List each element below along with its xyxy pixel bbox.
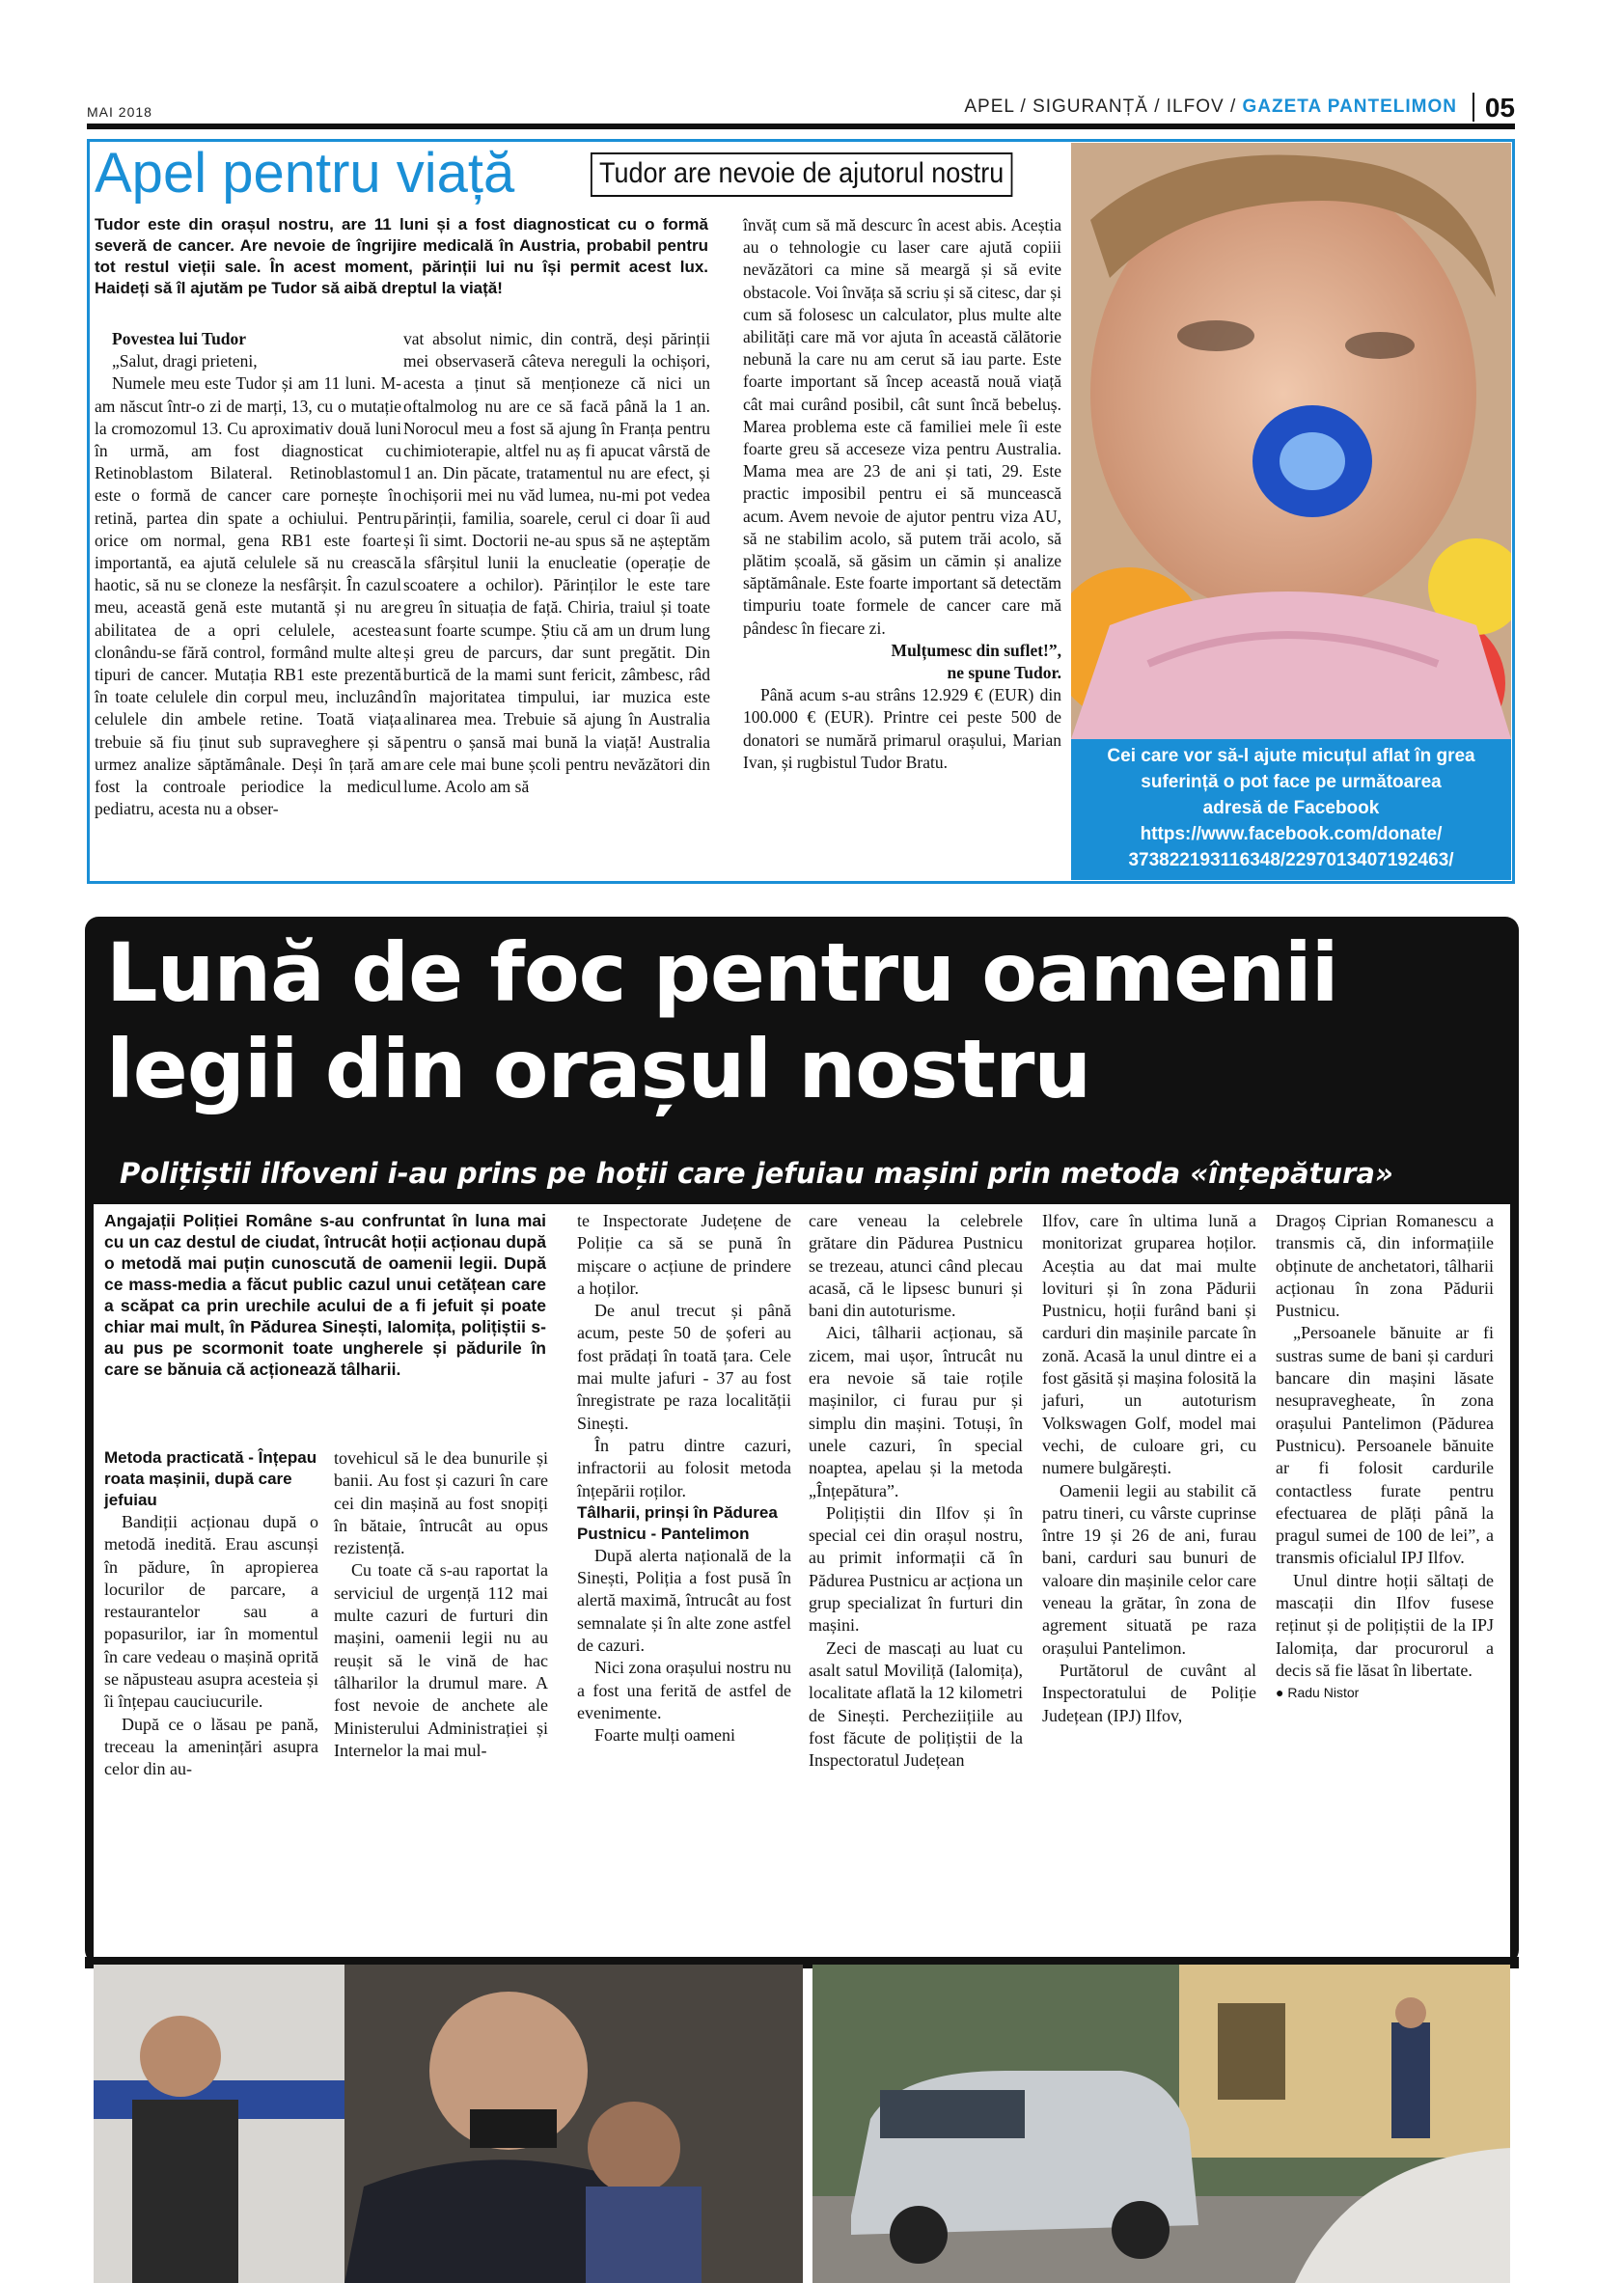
paragraph: „Salut, dragi prieteni, — [112, 351, 258, 371]
article-appeal-title: Apel pentru viață — [95, 142, 515, 205]
paragraph: Polițiștii din Ilfov și în special cei din orașul nostru, au primit informații că în Pădurea Pustnicu ar acționa un grup specializat în furturi din mașini. — [809, 1502, 1023, 1636]
photo-police-arrest — [94, 1965, 803, 2283]
paragraph: care veneau la celebrele grătare din Pădurea Pustnicu se trezeau, atunci când plecau acasă, că le lipsesc bunuri și bani din autoturisme. — [809, 1211, 1023, 1321]
facebook-donation-box — [1071, 739, 1511, 880]
publication-name: GAZETA PANTELIMON — [1242, 96, 1457, 117]
fb-link-line-2[interactable]: 373822193116348/2297013407192463/ — [1128, 850, 1454, 870]
article-police-column-4 — [809, 1210, 1023, 1772]
fb-line-2: suferință o pot face pe următoarea — [1141, 772, 1442, 792]
paragraph: Aici, tâlharii acționau, să zicem, mai ușor, întrucât nu era nevoie să taie roțile mașinilor, ci furau pur și simplu din mașini. Totuși, în unele cazuri, în special noaptea, apelau și la metoda „Înțepătura”. — [809, 1323, 1023, 1500]
paragraph: Dragoș Ciprian Romanescu a transmis că, din informațiile obținute de anchetatori, tâlharii acționau în zona Pădurii Pustnicu. — [1276, 1211, 1494, 1321]
paragraph: te Inspectorate Județene de Poliție ca să se pună în mișcare o acțiune de prindere a hoților. — [577, 1211, 791, 1298]
article-appeal-column-1 — [95, 328, 401, 820]
paragraph: Purtătorul de cuvânt al Inspectoratului de Poliție Județean (IPJ) Ilfov, — [1042, 1660, 1256, 1725]
paragraph: vat absolut nimic, din contră, deși părinții mei observaseră câteva nereguli la ochișori, acesta a ținut să menționeze că nici un oftalmolog nu are ce să facă până la 1 an. Norocul meu a fost să ajung în Franța pentru chimioterapie, altfel nu aș fi apucat vârstă de 1 an. Din păcate, tratamentul nu are efect, și ochișorii mei nu văd lumea, nu-mi pot vedea părinții, familia, soarele, cerul ci doar îi aud și îi simt. Doctorii ne-au spus să ne așteptăm la sfârșitul lunii la enucleatie (operație de scoatere a ochilor). Părinților le este tare greu în situația de față. Chiria, traiul și toate sunt foarte scumpe. Știu că am un drum lung și greu de parcurs, dar sunt pregătit. Din burtică de la mami sunt fericit, zâmbesc, râd în majoritatea timpului, iar muzica este alinarea mea. Trebuie să ajung în Australia pentru o șansă mai bună la viață! Australia are cele mai bune școli pentru nevăzători din lume. Acolo am să — [403, 329, 710, 797]
paragraph: De anul trecut și până acum, peste 50 de șoferi au fost prădați în toată țara. Cele mai multe jafuri - 37 au fost înregistrate pe raza localității Sinești. — [577, 1301, 791, 1433]
article-police-column-2 — [334, 1447, 548, 1762]
paragraph: După alerta națională de la Sinești, Poliția a fost pusă în alertă maximă, întrucât au fost semnalate și în alte zone astfel de cazuri. — [577, 1545, 791, 1656]
paragraph: Până acum s-au strâns 12.929 € (EUR) din 100.000 € (EUR). Printre cei peste 500 de donatori se numără primarul orașului, Marian Ivan, și rugbistul Tudor Bratu. — [743, 685, 1061, 772]
subheading-arrest: Tâlharii, prinși în Pădurea Pustnicu - Pantelimon — [577, 1502, 778, 1543]
paragraph: Oamenii legii au stabilit că patru tineri, cu vârste cuprinse între 19 și 26 de ani, furau bani, carduri sau bunuri de valoare din mașinile celor care veneau la grătar, în zona de agrement situată pe raza orașului Pantelimon. — [1042, 1480, 1256, 1658]
article-police-headline — [106, 924, 1505, 1117]
article-appeal-lead: Tudor este din orașul nostru, are 11 luni și a fost diagnosticat cu o formă severă de cancer. Are nevoie de îngrijire medicală în Austria, probabil pentru tot restul vieții sale. În acest moment, părinții lui nu își permit acest lux. Haideți să îl ajutăm pe Tudor să aibă dreptul la viață! — [95, 215, 708, 297]
article-police-subtitle: Polițiștii ilfoveni i-au prins pe hoții care jefuiau mașini prin metoda «înțepătura» — [120, 1157, 1393, 1190]
fb-link-line-1[interactable]: https://www.facebook.com/donate/ — [1140, 824, 1443, 844]
article-appeal-column-2 — [403, 328, 710, 798]
paragraph: Numele meu este Tudor și am 11 luni. M-am născut într-o zi de marți, 13, cu o mutație la cromozomul 13. Cu aproximativ două luni în urmă, am fost diagnosticat cu Retinoblastom Bilateral. Retinoblastomul este o formă de cancer care pornește în retină, partea din spate a ochiului. Pentru orice om normal, gena RB1 este foarte importantă, ea ajută celulele să nu crească haotic, să nu se cloneze la nesfârșit. În cazul meu, această genă este mutantă și nu are abilitatea de a opri celulele, acestea clonându-se fără control, formând multe alte tipuri de cancer. Mutația RB1 este prezentă în toate celulele din corpul meu, incluzând celulele din ambele retine. Toată viața trebuie să fiu ținut sub supraveghere și să urmez analize săptămânale. Deși în țară am fost la controale periodice la medicul pediatru, acesta nu a obser- — [95, 373, 401, 819]
subheading-method: Metoda practicată - Înțepau roata mașinii, după care jefuiau — [104, 1448, 317, 1509]
paragraph: Ilfov, care în ultima lună a monitorizat gruparea hoților. Aceștia au dat mai multe lovituri și în zona Pădurii Pustnicu, hoții furând bani și carduri din mașinile parcate în zonă. Acasă la unul dintre ei a fost găsită și mașina folosită la jafuri, un autoturism Volkswagen Golf, model mai vechi, de culoare gri, cu numere bulgărești. — [1042, 1211, 1256, 1478]
paragraph: Cu toate că s-au raportat la serviciul de urgență 112 mai multe cazuri de furturi din mașini, oamenii legii nu au reușit să le vină de hac tâlharilor la drumul mare. A fost nevoie de anchete ale Ministerului Administrației și Internelor la mai mul- — [334, 1560, 548, 1760]
photo-seized-car — [812, 1965, 1510, 2283]
author-signature: ● Radu Nistor — [1276, 1685, 1360, 1701]
article-police-column-5 — [1042, 1210, 1256, 1727]
article-police-column-3 — [577, 1210, 791, 1747]
article-police-lead: Angajații Poliției Române s-au confruntat în luna mai cu un caz destul de ciudat, întrucât hoții acționau după o metodă mai puțin cunoscută de oamenii legii. După ce mass-media a făcut public cazul unui cetățean care a scăpat ca prin urechile acului de a fi jefuit și poate chiar mai mult, în Pădurea Sinești, Ialomița, polițiștii s-au pus pe scormonit toate ungherele și pădurile în care se bănuia că acționează tâlharii. — [104, 1211, 546, 1379]
header-rule — [87, 124, 1515, 129]
paragraph: învăț cum să mă descurc în acest abis. Aceștia au o tehnologie cu laser care ajută copiii nevăzători ca mine să meargă și să evite obstacole. Voi învăța să scriu și să citesc, dar și cum să folosesc un calculator, plus multe alte abilități care mă vor ajuta în această călătorie nebună la care nu am cerut să iau parte. Este foarte important să încep această nouă viață cât mai curând posibil, cât sunt încă bebeluș. Marea problema este că familiei mele îi este foarte greu să acceseze viza pentru Australia. Mama mea are 23 de ani și tati, 29. Este practic imposibil pentru ei să muncească acum. Avem nevoie de ajutor pentru viza AU, să ne stabilim acolo, să putem trăi acolo, să plătim școală, să găsim un cămin și analize săptămânale. Este foarte important să detectăm timpuriu toate formele de cancer care mă pândesc în fiecare zi. — [743, 215, 1061, 638]
quote-line: Mulțumesc din suflet!”, — [891, 640, 1061, 660]
paragraph: tovehicul să le dea bunurile și banii. Au fost și cazuri în care cei din mașină au fost snopiți în bătaie, întrucât au opus rezistență. — [334, 1448, 548, 1558]
fb-line-3: adresă de Facebook — [1202, 798, 1380, 818]
paragraph: Unul dintre hoții săltați de mascații din Ilfov fusese reținut și de polițiștii de la IPJ Ialomița, dar procurorul a decis să fie lăsat în libertate. — [1276, 1570, 1494, 1680]
section-breadcrumb: APEL / SIGURANȚĂ / ILFOV / GAZETA PANTELIMON — [964, 96, 1457, 117]
story-heading: Povestea lui Tudor — [112, 329, 247, 348]
paragraph: Nici zona orașului nostru nu a fost una ferită de astfel de evenimente. — [577, 1658, 791, 1722]
headline-line-1: Lună de foc pentru oamenii — [106, 925, 1338, 1020]
article-police-column-1 — [104, 1447, 318, 1781]
paragraph: Zeci de mascați au luat cu asalt satul Moviliță (Ialomița), localitate aflată la 12 kilometri de Sinești. Percheziițiile au fost făcute de polițiștii de la Inspectoratul Județean — [809, 1637, 1023, 1771]
article-appeal-column-3 — [743, 214, 1061, 774]
paragraph: „Persoanele bănuite ar fi sustras sume de bani și carduri bancare din mașini lăsate nesupravegheate, în zona orașului Pantelimon (Pădurea Pustnicu). Persoanele bănuite ar fi folosit cardurile contactless furate pentru efectuarea de plăți până la pragul sumei de 100 de lei”, a transmis oficialul IPJ Ilfov. — [1276, 1323, 1494, 1568]
section-siguranta: SIGURANȚĂ — [1032, 96, 1148, 117]
photo-baby-tudor — [1071, 143, 1511, 739]
section-apel: APEL — [964, 96, 1015, 117]
header-separator — [1473, 93, 1474, 122]
paragraph: După ce o lăsau pe pană, treceau la amenințări asupra celor din au- — [104, 1714, 318, 1779]
page-header — [87, 93, 1515, 127]
article-police-column-6 — [1276, 1210, 1494, 1705]
quote-attribution: ne spune Tudor. — [947, 663, 1061, 683]
author-name: Radu Nistor — [1287, 1685, 1360, 1701]
issue-date: MAI 2018 — [87, 104, 152, 120]
page-number: 05 — [1484, 93, 1515, 123]
article-appeal-subtitle: Tudor are nevoie de ajutorul nostru — [591, 152, 1012, 197]
paragraph: În patru dintre cazuri, infractorii au folosit metoda înțepării roților. — [577, 1435, 791, 1500]
section-ilfov: ILFOV — [1166, 96, 1225, 117]
headline-line-2: legii din orașul nostru — [106, 1022, 1091, 1116]
fb-line-1: Cei care vor să-l ajute micuțul aflat în grea — [1107, 746, 1475, 766]
paragraph: Bandiții acționau după o metodă inedită. Erau ascunși în pădure, în apropierea locurilor de parcare, a restaurantelor sau a popasurilor, iar în momentul în care vedeau o mașină oprită se năpusteau asupra acesteia și îi înțepau cauciucurile. — [104, 1512, 318, 1712]
paragraph: Foarte mulți oameni — [594, 1725, 735, 1746]
